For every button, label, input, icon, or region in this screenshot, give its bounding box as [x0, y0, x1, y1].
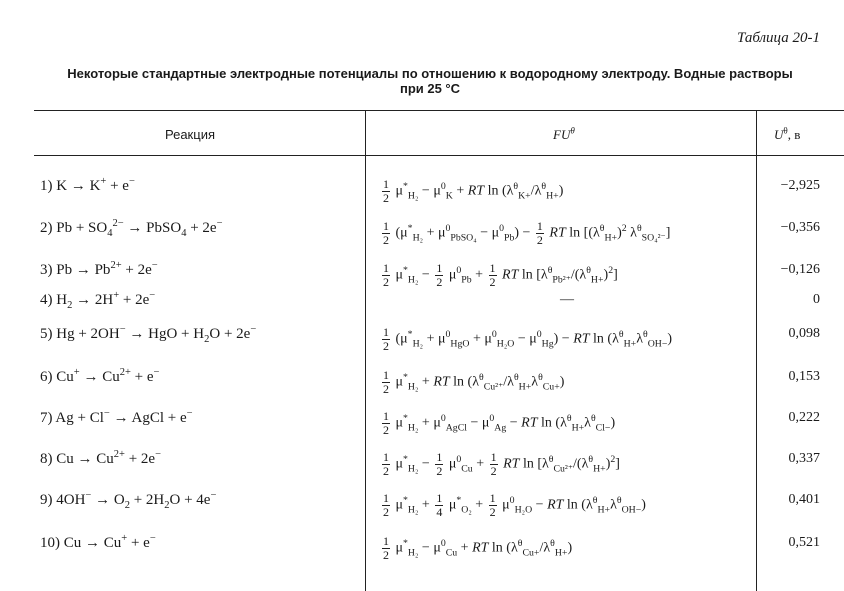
row-number: 10)	[40, 535, 60, 551]
potential-cell: −2,925	[780, 178, 820, 193]
table-top-rule	[34, 110, 844, 111]
header-u-label: U	[774, 127, 784, 142]
header-fu-sup: θ	[570, 125, 575, 136]
reaction-cell: 1) K → K+ + e−	[40, 176, 135, 194]
reaction-cell: 3) $Pb \to Pb^{2+} + 2e^-$	[40, 260, 158, 278]
header-reaction: Реакция	[165, 127, 215, 142]
reaction-cell: 2) $Pb + SO_4^{2-}$ → PbSO$_4$ + 2e−	[40, 218, 223, 239]
table-number: Таблица 20-1	[737, 30, 820, 46]
header-fu-label: FU	[553, 127, 571, 142]
potential-cell: 0,401	[788, 492, 820, 507]
row-number: 6)	[40, 369, 53, 385]
row-number: 1)	[40, 178, 53, 194]
table-caption	[40, 66, 820, 96]
row-number: 5)	[40, 326, 53, 342]
formula-cell: $\frac{1}{2}$ $\mu^*_{H_2} - \mu^0_K$ + RT $\ln (\lambda^\theta_{K+}/\lambda^\theta_{H+})$	[383, 177, 564, 205]
potential-cell: 0,337	[788, 451, 820, 466]
row-number: 8)	[40, 451, 53, 467]
formula-cell: $\frac{1}{2}$ $\mu^*_{H_2} + \mu^0_{AgCl} - \mu^0_{Ag}$ − RT $\ln (\lambda^\theta_{H+}\lambda^\theta_{Cl-})$	[383, 409, 616, 437]
formula-cell: $\frac{1}{2}$ $\mu^*_{H_2} - \mu^0_{Cu}$ + RT $\ln (\lambda^\theta_{Cu+}/\lambda^\theta_{H+})$	[383, 534, 573, 562]
potential-cell: −0,356	[780, 220, 820, 235]
formula-cell: $\frac{1}{2}$ $\mu^*_{H_2}$ + $\frac{1}{4}$ $\mu^*_{O_2}$ + $\frac{1}{2}$ $\mu^0_{H_2O}$ − RT $\ln (\lambda^\theta_{H+}\lambda^\theta_{OH-})$	[383, 491, 646, 519]
potential-cell: 0,153	[788, 369, 820, 384]
potential-cell: 0,222	[788, 410, 820, 425]
column-divider-1	[365, 110, 366, 591]
row-number: 9)	[40, 492, 53, 508]
potential-cell: 0,521	[788, 535, 820, 550]
caption-line-1: Некоторые стандартные электродные потенциалы по отношению к водородному электроду. Водные растворы	[67, 66, 793, 81]
formula-cell: $\frac{1}{2}$ $\mu^*_{H_2}$ + RT $\ln (\lambda^\theta_{Cu^{2+}}/\lambda^\theta_{H+}\lambda^\theta_{Cu+})$	[383, 368, 565, 396]
reaction-cell: 4) $H_2 \to 2H^+ + 2e^-$	[40, 290, 156, 311]
header-fu	[553, 127, 575, 143]
formula-cell: $\frac{1}{2}$ $(\mu^*_{H_2} + \mu^0_{HgO} + \mu^0_{H_2O} - \mu^0_{Hg})$ − RT $\ln (\lambda^\theta_{H+}\lambda^\theta_{OH-})$	[383, 325, 673, 353]
formula-cell: $\frac{1}{2}$ $(\mu^*_{H_2} + \mu^0_{PbSO_4} - \mu^0_{Pb})$ − $\frac{1}{2}$ RT $\ln [(\lambda^\theta_{H+})^2$ $\lambda^\theta_{SO_4^{2-}}$]	[383, 219, 671, 247]
column-divider-2	[756, 110, 757, 591]
reaction-cell: 7) Ag + Cl− → AgCl + e−	[40, 408, 193, 426]
reaction-cell: 8) $Cu \to Cu^{2+} + 2e^-$	[40, 449, 161, 467]
potential-cell: 0,098	[788, 326, 820, 341]
header-u-sup: θ	[783, 125, 788, 136]
row-number: 2)	[40, 220, 53, 236]
formula-cell: $\frac{1}{2}$ $\mu^*_{H_2}$ − $\frac{1}{2}$ $\mu^0_{Cu}$ + $\frac{1}{2}$ RT $\ln [\lambda^\theta_{Cu^{2+}}/(\lambda^\theta_{H+})^2]$	[383, 450, 620, 478]
reaction-cell: 6) $Cu^+ \to Cu^{2+} + e^-$	[40, 367, 160, 385]
row-number: 4)	[40, 292, 53, 308]
table-header-rule	[34, 155, 844, 156]
reaction-cell: 10) Cu → Cu+ + e−	[40, 533, 156, 551]
reaction-cell: 5) Hg + 2OH− → HgO + $H_2O + 2e^-$	[40, 324, 257, 345]
header-potential	[774, 127, 800, 143]
row-number: 3)	[40, 262, 53, 278]
formula-cell: —	[560, 292, 574, 307]
potential-cell: −0,126	[780, 262, 820, 277]
reaction-cell: 9) $4OH^- \to O_2 + 2H_2O + 4e^-$	[40, 490, 217, 511]
potential-cell: 0	[813, 292, 820, 307]
formula-cell: $\frac{1}{2}$ $\mu^*_{H_2}$ − $\frac{1}{2}$ $\mu^0_{Pb}$ + $\frac{1}{2}$ RT $\ln [\lambda^\theta_{Pb^{2+}}/(\lambda^\theta_{H+})^2]$	[383, 261, 618, 289]
caption-line-2: при 25 °С	[399, 81, 461, 96]
row-number: 7)	[40, 410, 53, 426]
header-u-unit: , в	[787, 127, 801, 142]
